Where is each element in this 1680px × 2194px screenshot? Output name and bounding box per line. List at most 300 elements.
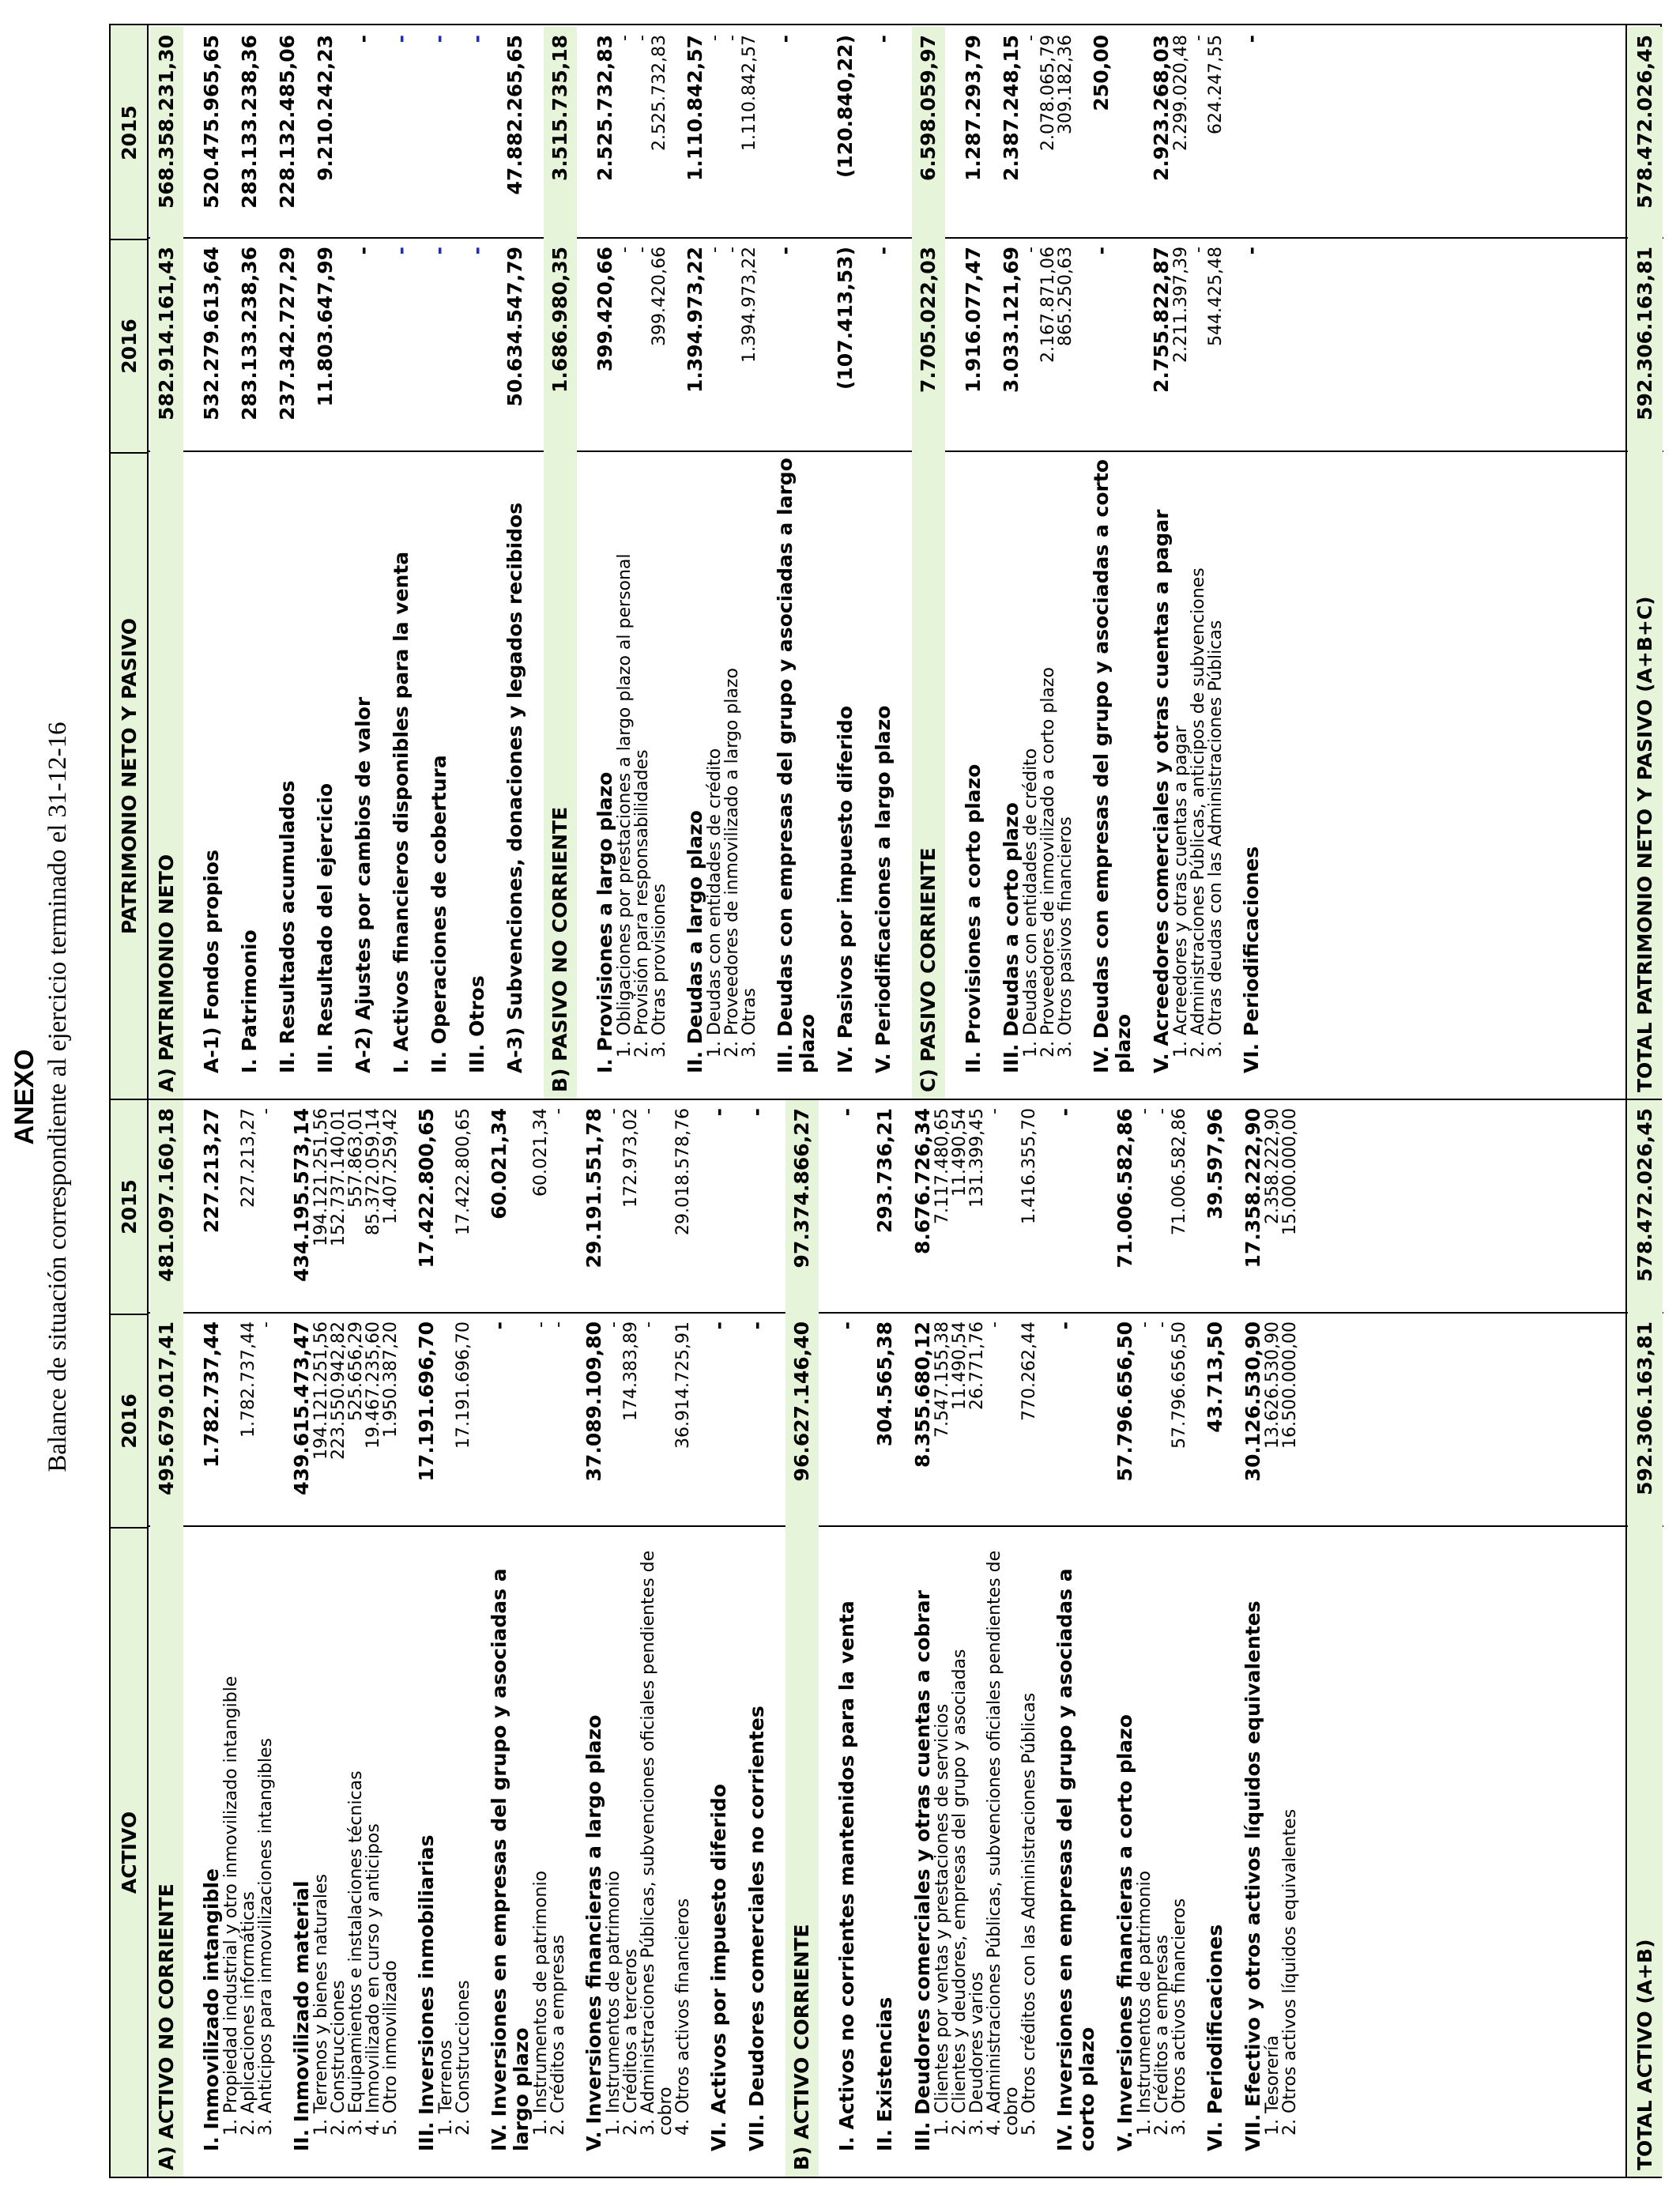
detail-row [741, 25, 759, 1099]
detail-row [1264, 1100, 1282, 2177]
detail-row [616, 25, 634, 1099]
group-row [684, 25, 706, 1099]
value-2015: 2.358.222,90 [1263, 1108, 1283, 1224]
value-2015: 1.407.259,42 [381, 1108, 401, 1224]
value-2015: 624.247,55 [1206, 35, 1226, 134]
row-label: 1. Clientes por ventas y prestaciones de servicios [932, 1703, 952, 2136]
group-row [466, 25, 488, 1099]
detail-row [1282, 1100, 1299, 2177]
row-spacer [400, 1100, 416, 2177]
row-label: 2. Administraciones Públicas, anticipos de subvenciones [1188, 567, 1208, 1057]
value-2016: 13.626.530,90 [1263, 1321, 1283, 1449]
value-2016: 770.262,44 [1019, 1321, 1039, 1421]
value-2015: 131.399,45 [967, 1108, 987, 1208]
value-2016: 8.355.680,12 [911, 1321, 934, 1468]
value-2016: - [465, 247, 488, 255]
row-label: 2. Clientes y deudores, empresas del grupo y asociadas [950, 1649, 970, 2136]
detail-row [951, 1100, 969, 2177]
value-2015: 1.110.842,57 [740, 35, 759, 151]
value-2015: - [707, 1108, 730, 1117]
row-label: A) ACTIVO NO CORRIENTE [150, 1527, 183, 2177]
value-2016: - [1090, 247, 1113, 255]
value-2016: 16.500.000,00 [1280, 1321, 1300, 1449]
activo-header-2015: 2015 [117, 1179, 141, 1235]
detail-row [330, 1100, 348, 2177]
value-2015: 520.475.965,65 [200, 35, 223, 209]
value-2015: 17.358.222,90 [1241, 1108, 1264, 1269]
row-spacer [1098, 1100, 1114, 2177]
value-2016: - [488, 1321, 510, 1330]
value-2016: 1.950.387,20 [381, 1321, 401, 1438]
row-label: 1. Terrenos [436, 2040, 456, 2136]
group-row [201, 1100, 223, 2177]
detail-row [986, 1100, 1021, 2177]
value-2016: 1.686.980,35 [544, 239, 577, 452]
row-label: II. Operaciones de cobertura [428, 755, 450, 1073]
row-label: 2. Créditos a empresas [1152, 1935, 1172, 2136]
value-2015: - [705, 35, 725, 41]
pasivo-header-2015: 2015 [117, 105, 141, 160]
value-2015: 309.182,36 [1056, 35, 1075, 134]
value-2015: 2.923.268,03 [1150, 35, 1173, 182]
group-row [504, 25, 526, 1099]
group-row [1000, 25, 1023, 1099]
row-label: 3. Otras deudas con las Administraciones Públicas [1206, 620, 1226, 1057]
group-row [239, 25, 261, 1099]
detail-row [438, 1100, 455, 2177]
row-label: I. Patrimonio [238, 929, 261, 1073]
value-2015: - [465, 35, 488, 43]
value-2015: 71.006.582,86 [1170, 1108, 1189, 1235]
value-2016: 11.803.647,99 [314, 247, 337, 407]
value-2015: 60.021,34 [488, 1108, 510, 1220]
value-2015: 172.973,02 [621, 1108, 641, 1208]
row-label: B) ACTIVO CORRIENTE [785, 1527, 819, 2177]
activo-total-row [1625, 1100, 1663, 2177]
detail-row [651, 25, 669, 1099]
page-subtitle: Balance de situación correspondiente al ejercicio terminado el 31-12-16 [43, 722, 72, 1472]
group-row [1114, 1100, 1136, 2177]
value-2016: 283.133.238,36 [238, 247, 261, 420]
row-label: VII. Deudores comerciales no corrientes [745, 1706, 768, 2151]
row-label: V. Inversiones financieras a largo plazo [582, 1714, 605, 2151]
value-2016: - [256, 1321, 276, 1328]
group-row [583, 1100, 605, 2177]
group-row [834, 25, 857, 1099]
row-spacer [1038, 1100, 1054, 2177]
row-spacer [412, 25, 428, 1099]
group-row [488, 1100, 533, 2177]
group-row [872, 25, 895, 1099]
value-2016: 399.420,66 [650, 247, 669, 346]
value-2015: 1.416.355,70 [1019, 1108, 1039, 1224]
pasivo-header [111, 25, 149, 1099]
value-2015: 15.000.000,00 [1280, 1108, 1300, 1235]
value-2015: - [774, 35, 797, 43]
value-2015: - [1021, 35, 1041, 41]
detail-row [1171, 1100, 1188, 2177]
value-2016: - [745, 1321, 768, 1330]
row-label: II. Inmovilizado material [290, 1880, 313, 2151]
row-spacer [473, 1100, 488, 2177]
value-2016: 3.033.121,69 [1000, 247, 1023, 394]
activo-total-2016: 592.306.163,81 [1628, 1314, 1663, 1527]
activo-body [149, 1100, 1663, 2177]
value-2016: - [531, 1321, 551, 1328]
activo-header-2016: 2016 [111, 1314, 147, 1527]
row-spacer [759, 25, 774, 1099]
row-label: 1. Terrenos y bienes naturales [311, 1873, 331, 2136]
value-2015: 9.210.242,23 [314, 35, 337, 182]
pasivo-header-label: PATRIMONIO NETO Y PASIVO [111, 452, 147, 1099]
value-2016: 525.656,29 [346, 1321, 366, 1421]
row-spacer [1226, 1100, 1242, 2177]
value-2015: 8.676.726,34 [911, 1108, 934, 1255]
value-2016: 1.394.973,22 [684, 247, 706, 394]
row-spacer [1225, 25, 1241, 1099]
value-2015: 47.882.265,65 [503, 35, 526, 195]
row-label: 5. Otro inmovilizado [381, 1960, 401, 2136]
value-2016: - [548, 1321, 568, 1328]
row-spacer [1075, 25, 1090, 1099]
row-label: 3. Otros pasivos financieros [1056, 816, 1075, 1057]
row-label: 2. Otros activos líquidos equivalentes [1280, 1808, 1300, 2136]
value-2015: - [1152, 1108, 1172, 1114]
value-2015: 71.006.582,86 [1113, 1108, 1136, 1269]
value-2015: 97.374.866,27 [785, 1100, 819, 1314]
value-2015: 2.387.248,15 [1000, 35, 1023, 182]
row-label: VI. Periodificaciones [1203, 1924, 1226, 2151]
value-2015: 2.299.020,48 [1171, 35, 1191, 151]
detail-row [1057, 25, 1075, 1099]
row-spacer [275, 1100, 291, 2177]
row-label: IV. Deudas con empresas del grupo y asociadas a corto plazo [1090, 459, 1135, 1073]
value-2016: - [1152, 1321, 1172, 1328]
row-spacer [185, 1100, 201, 2177]
pasivo-total-row [1625, 25, 1663, 1099]
group-row [1054, 1100, 1098, 2177]
detail-row [223, 1100, 240, 2177]
value-2016: 1.916.077,47 [962, 247, 985, 394]
group-row [708, 1100, 730, 2177]
row-label: A-3) Subvenciones, donaciones y legados recibidos [503, 502, 526, 1073]
row-label: III. Resultado del ejercicio [314, 782, 337, 1073]
row-label: 2. Proveedores de inmovilizado a largo plazo [722, 668, 742, 1057]
value-2015: - [1053, 1108, 1076, 1117]
row-label: IV. Inversiones en empresas del grupo y asociadas a corto plazo [1053, 1568, 1098, 2151]
row-spacer [820, 1100, 836, 2177]
row-label: 2. Créditos a empresas [548, 1935, 568, 2136]
value-2016: 1.394.973,22 [740, 247, 759, 363]
group-row [746, 1100, 768, 2177]
row-label: 1. Propiedad industrial y otro inmovilizado intangible [221, 1676, 241, 2136]
row-label: 2. Créditos a terceros [621, 1948, 641, 2136]
value-2016: 7.547.155,38 [932, 1321, 952, 1438]
value-2016: 532.279.613,64 [200, 247, 223, 420]
row-spacer [526, 25, 542, 1099]
group-row [416, 1100, 438, 2177]
activo-header [111, 1100, 149, 2177]
value-2016: 174.383,89 [621, 1321, 641, 1421]
value-2016: 17.191.696,70 [454, 1321, 473, 1449]
row-label: 1. Deudas con entidades de crédito [1021, 748, 1041, 1057]
row-label: V. Periodificaciones a largo plazo [872, 705, 895, 1073]
value-2016: - [638, 1321, 658, 1328]
group-row [201, 25, 223, 1099]
row-label: III. Deudas a corto plazo [1000, 802, 1023, 1073]
group-row [874, 1100, 896, 2177]
detail-row [934, 1100, 951, 2177]
value-2016: 495.679.017,41 [150, 1314, 183, 1527]
row-label: A-1) Fondos propios [200, 850, 223, 1073]
value-2015: 293.736,21 [873, 1108, 896, 1234]
value-2016: 57.796.656,50 [1170, 1321, 1189, 1449]
row-label: A) PATRIMONIO NETO [150, 452, 183, 1099]
pasivo-total-label: TOTAL PATRIMONIO NETO Y PASIVO (A+B+C) [1628, 452, 1663, 1099]
value-2016: - [707, 1321, 730, 1330]
value-2015: 227.213,27 [239, 1108, 258, 1208]
row-label: 1. Instrumentos de patrimonio [604, 1870, 623, 2136]
detail-row [1154, 1100, 1171, 2177]
row-label: I. Provisiones a largo plazo [593, 771, 616, 1073]
row-label: III. Otros [465, 975, 488, 1073]
detail-row [533, 1100, 550, 2177]
detail-row [1021, 1100, 1038, 2177]
pasivo-header-2016: 2016 [111, 239, 147, 452]
value-2016: 26.771,76 [967, 1321, 987, 1410]
detail-row [605, 1100, 623, 2177]
group-row [1090, 25, 1135, 1099]
row-label: 3. Otras [740, 988, 759, 1057]
detail-row [365, 1100, 382, 2177]
value-2015: - [745, 1108, 768, 1117]
group-row [594, 25, 616, 1099]
row-label: II. Deudas a largo plazo [684, 810, 706, 1073]
row-label: III. Deudas con empresas del grupo y asociadas a largo plazo [774, 458, 819, 1073]
group-row [277, 25, 299, 1099]
detail-row [640, 1100, 675, 2177]
row-label: III. Inversiones inmobiliarias [415, 1834, 438, 2151]
row-label: I. Activos no corrientes mantenidos para la venta [835, 1600, 858, 2151]
value-2016: 865.250,63 [1056, 247, 1075, 346]
row-spacer [858, 1100, 874, 2177]
value-2015: - [835, 1108, 858, 1117]
value-2016: 7.705.022,03 [912, 239, 945, 452]
value-2015: 227.213,27 [200, 1108, 223, 1234]
value-2016: 30.126.530,90 [1241, 1321, 1264, 1482]
row-label: 2. Construcciones [454, 1980, 473, 2136]
detail-row [258, 1100, 275, 2177]
detail-row [1190, 25, 1207, 1099]
value-2016: - [615, 247, 635, 253]
value-2016: 19.467.235,60 [363, 1321, 383, 1449]
row-spacer [947, 25, 962, 1099]
detail-row [1040, 25, 1057, 1099]
row-label: VII. Efectivo y otros activos líquidos equivalentes [1241, 1600, 1264, 2151]
row-spacer [337, 25, 352, 1099]
value-2015: 29.018.578,76 [673, 1108, 693, 1235]
row-label: 4. Inmovilizado en curso y anticipos [363, 1823, 383, 2136]
pasivo-rows [149, 25, 1663, 1099]
value-2016: 2.167.871,06 [1038, 247, 1058, 363]
value-2015: 2.078.065,79 [1038, 35, 1058, 151]
value-2016: 36.914.725,91 [673, 1321, 693, 1449]
value-2015: 60.021,34 [531, 1108, 551, 1197]
row-label: 5. Otros créditos con las Administraciones Públicas [1019, 1692, 1039, 2136]
row-spacer [857, 25, 872, 1099]
group-row [291, 1100, 313, 2177]
value-2015: 39.597,96 [1203, 1108, 1226, 1220]
activo-total-2015: 578.472.026,45 [1628, 1100, 1663, 1314]
row-spacer [669, 25, 684, 1099]
row-label: A-2) Ajustes por cambios de valor [352, 696, 375, 1073]
row-label: C) PASIVO CORRIENTE [912, 452, 945, 1099]
row-spacer [985, 25, 1000, 1099]
group-row [774, 25, 819, 1099]
row-spacer [768, 1100, 784, 2177]
row-label: II. Resultados acumulados [276, 780, 299, 1073]
value-2015: - [872, 35, 895, 43]
value-2015: - [985, 1108, 1004, 1114]
detail-row [348, 1100, 365, 2177]
value-2016: 1.782.737,44 [200, 1321, 223, 1468]
value-2016: - [985, 1321, 1004, 1328]
detail-row [382, 1100, 400, 2177]
value-2016: - [872, 247, 895, 255]
value-2016: - [604, 1321, 623, 1328]
row-spacer [567, 1100, 583, 2177]
group-row [1241, 25, 1263, 1099]
value-2016: - [835, 1321, 858, 1330]
detail-row [455, 1100, 473, 2177]
detail-row [550, 1100, 567, 2177]
section-row [149, 25, 185, 1099]
value-2016: 37.089.109,80 [582, 1321, 605, 1482]
value-2015: 250,00 [1090, 35, 1113, 111]
row-spacer [692, 1100, 708, 2177]
row-label: 4. Administraciones Públicas, subvenciones oficiales pendientes de cobro [985, 1550, 1022, 2136]
row-label: 1. Instrumentos de patrimonio [1135, 1870, 1155, 2136]
row-label: II. Provisiones a corto plazo [962, 763, 985, 1073]
value-2015: - [632, 35, 652, 41]
value-2016: - [1188, 247, 1208, 253]
detail-row [675, 1100, 692, 2177]
value-2016: - [352, 247, 375, 255]
value-2015: 2.525.732,83 [593, 35, 616, 182]
row-spacer [819, 25, 834, 1099]
value-2015: - [1188, 35, 1208, 41]
group-row [962, 25, 985, 1099]
group-row [912, 1100, 934, 2177]
row-label: 1. Acreedores y otras cuentas a pagar [1171, 726, 1191, 1057]
group-row [390, 25, 412, 1099]
row-label: IV. Pasivos por impuesto diferido [834, 705, 857, 1073]
value-2015: 434.195.573,14 [290, 1108, 313, 1282]
pasivo-total-2016: 592.306.163,81 [1628, 239, 1663, 452]
value-2015: - [390, 35, 412, 43]
row-label: 1. Obligaciones por prestaciones a largo plazo al personal [615, 553, 635, 1057]
value-2016: 1.782.737,44 [239, 1321, 258, 1438]
row-label: I. Inmovilizado intangible [200, 1868, 223, 2151]
value-2016: 544.425,48 [1206, 247, 1226, 346]
value-2015: 194.121.251,56 [311, 1108, 331, 1246]
value-2015: - [428, 35, 450, 43]
value-2016: 2.211.397,39 [1171, 247, 1191, 363]
page-title: ANEXO [9, 1049, 40, 1145]
value-2015: 557.863,01 [346, 1108, 366, 1208]
value-2016: - [1053, 1321, 1076, 1330]
row-label: I. Activos financieros disponibles para la venta [390, 551, 412, 1073]
value-2016: 17.191.696,70 [415, 1321, 438, 1482]
row-label: 1. Tesorería [1263, 2035, 1283, 2136]
row-label: 2. Aplicaciones informáticas [239, 1891, 258, 2136]
value-2015: 228.132.485,06 [276, 35, 299, 209]
value-2015: - [1240, 35, 1263, 43]
value-2016: 237.342.727,29 [276, 247, 299, 420]
detail-row [623, 1100, 640, 2177]
value-2016: 439.615.473,47 [290, 1321, 313, 1495]
detail-row [969, 1100, 986, 2177]
value-2015: - [604, 1108, 623, 1114]
section-row [542, 25, 578, 1099]
detail-row [1207, 25, 1225, 1099]
group-row [1204, 1100, 1226, 2177]
value-2015: 568.358.231,30 [150, 27, 183, 239]
value-2016: 194.121.251,56 [311, 1321, 331, 1460]
pasivo-body [149, 25, 1663, 1099]
value-2015: 3.515.735,18 [544, 27, 577, 239]
group-row [1151, 25, 1173, 1099]
row-spacer [730, 1100, 746, 2177]
group-row [428, 25, 450, 1099]
row-label: 1. Deudas con entidades de crédito [705, 748, 725, 1057]
value-2015: 481.097.160,18 [150, 1100, 183, 1314]
section-row [910, 25, 947, 1099]
row-label: 1. Instrumentos de patrimonio [531, 1870, 551, 2136]
value-2015: - [638, 1108, 658, 1114]
row-spacer [578, 25, 594, 1099]
value-2016: - [705, 247, 725, 253]
value-2015: 17.422.800,65 [454, 1108, 473, 1235]
row-label: 4. Otros activos financieros [673, 1898, 693, 2136]
row-spacer [1135, 25, 1151, 1099]
value-2015: - [256, 1108, 276, 1114]
value-2016: - [390, 247, 412, 255]
value-2016: - [1021, 247, 1041, 253]
value-2015: 1.110.842,57 [684, 35, 706, 182]
value-2015: 11.490,54 [950, 1108, 970, 1197]
activo-total-label: TOTAL ACTIVO (A+B) [1628, 1527, 1663, 2177]
value-2015: - [1135, 1108, 1155, 1114]
value-2016: 50.634.547,79 [503, 247, 526, 407]
row-label: B) PASIVO NO CORRIENTE [544, 452, 577, 1099]
row-label: 2. Construcciones [329, 1980, 348, 2136]
row-label: IV. Inversiones en empresas del grupo y asociadas a largo plazo [488, 1568, 533, 2151]
row-spacer [299, 25, 315, 1099]
value-2015: - [722, 35, 742, 41]
row-spacer [1188, 1100, 1204, 2177]
row-label: 3. Administraciones Públicas, subvenciones oficiales pendientes de cobro [638, 1550, 676, 2136]
value-2016: 96.627.146,40 [785, 1314, 819, 1527]
group-row [315, 25, 337, 1099]
value-2015: 85.372.059,14 [363, 1108, 383, 1235]
activo-rows [149, 1100, 1663, 2177]
value-2016: - [1240, 247, 1263, 255]
row-spacer [261, 25, 277, 1099]
row-label: III. Deudores comerciales y otras cuentas a cobrar [911, 1590, 934, 2151]
value-2016: - [774, 247, 797, 255]
value-2015: 7.117.480,65 [932, 1108, 952, 1224]
